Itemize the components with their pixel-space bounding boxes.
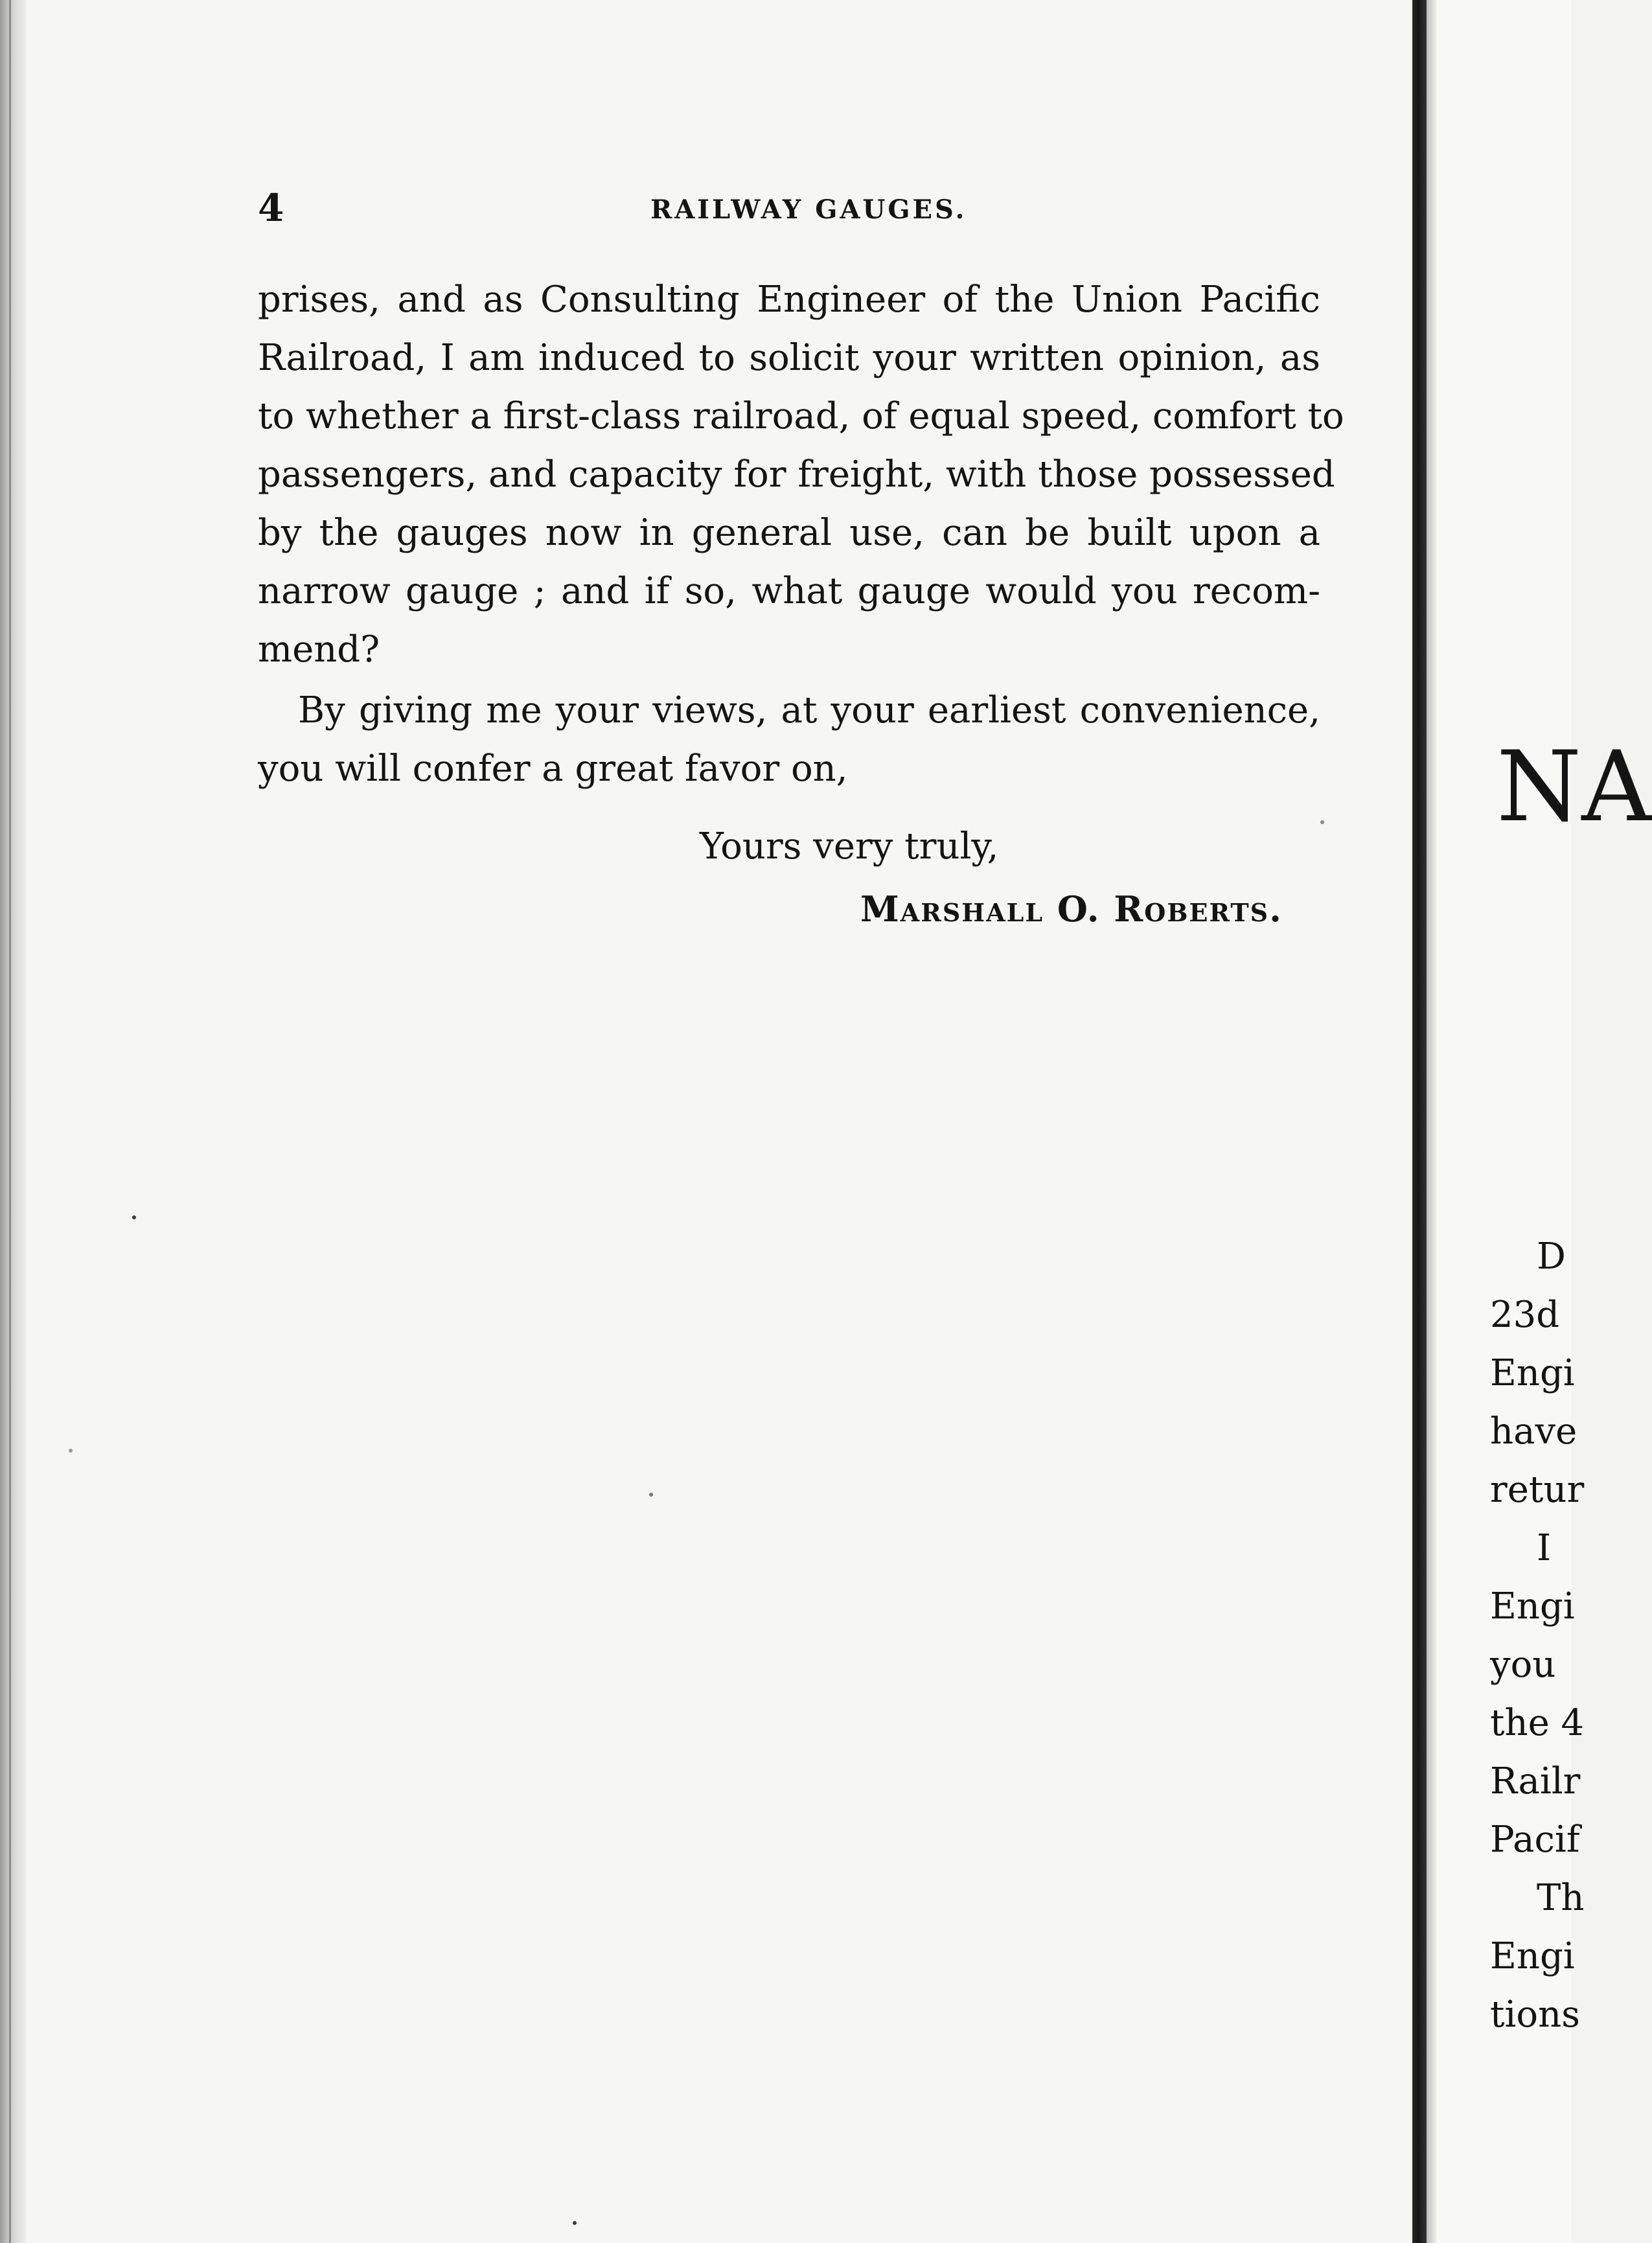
right-page-line: Engi [1490, 1352, 1575, 1394]
scan-speck [1320, 820, 1324, 824]
right-page-line: the 4 [1490, 1702, 1585, 1744]
scan-speck [69, 1449, 73, 1453]
scan-left-edge-line [9, 0, 11, 2243]
letter-closing: Yours very truly, [700, 825, 999, 868]
scan-speck [573, 2221, 577, 2225]
text-line: mend? [258, 628, 380, 671]
book-gutter [1412, 0, 1427, 2243]
right-page-line: tions [1490, 1994, 1580, 2036]
right-page-line: retur [1490, 1469, 1585, 1511]
text-line: prises, and as Consulting Engineer of the Union Pacific [258, 279, 1320, 321]
text-line: passengers, and capacity for freight, with those possessed [258, 454, 1335, 496]
text-line: narrow gauge ; and if so, what gauge would you recom- [258, 570, 1320, 612]
right-page-line: Railr [1490, 1760, 1581, 1802]
right-page-line: I [1537, 1527, 1552, 1569]
scan-speck [132, 1215, 136, 1219]
right-page-line: Pacif [1490, 1819, 1580, 1861]
right-page-line: D [1537, 1236, 1566, 1278]
right-page-line: you [1490, 1644, 1556, 1686]
letter-signature: Marshall O. Roberts. [860, 888, 1283, 930]
text-line: you will confer a great favor on, [258, 748, 848, 790]
right-page [1437, 0, 1652, 2243]
right-page-line: 23d [1490, 1294, 1560, 1336]
right-page-line: have [1490, 1410, 1577, 1453]
right-page-line: Engi [1490, 1585, 1575, 1628]
right-page-line: Engi [1490, 1935, 1575, 1977]
running-head: RAILWAY GAUGES. [650, 194, 967, 225]
right-page-line: Th [1537, 1877, 1585, 1919]
scan-left-edge [0, 0, 26, 2243]
right-page-heading: NA [1497, 731, 1652, 844]
gutter-shadow [1427, 0, 1437, 2243]
scan-speck [649, 1493, 653, 1497]
text-line: to whether a first-class railroad, of equal speed, comfort to [258, 395, 1344, 437]
text-line: Railroad, I am induced to solicit your written opinion, as [258, 337, 1320, 379]
text-line: by the gauges now in general use, can be built upon a [258, 512, 1320, 554]
text-line: By giving me your views, at your earliest convenience, [298, 689, 1320, 731]
page-number: 4 [258, 186, 284, 230]
